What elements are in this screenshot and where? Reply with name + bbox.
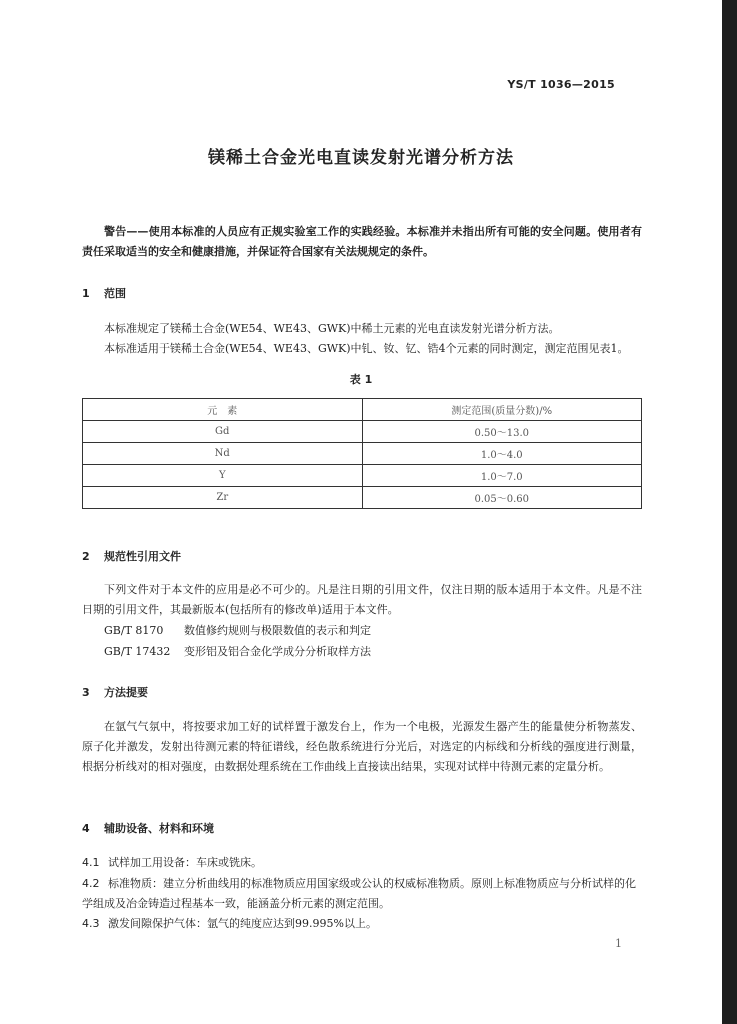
section-title: 范围 xyxy=(104,287,126,300)
normative-reference xyxy=(104,622,371,638)
section-title: 方法提要 xyxy=(104,686,148,699)
table-cell: 0.50～13.0 xyxy=(362,421,642,443)
clause-item xyxy=(82,914,642,934)
window-edge xyxy=(722,0,737,1024)
section-1-paragraph-1: 本标准规定了镁稀土合金(WE54、WE43、GWK)中稀土元素的光电直读发射光谱分析方法。 xyxy=(104,322,560,335)
table-header-cell: 元 素 xyxy=(83,399,363,421)
table-cell: 1.0～4.0 xyxy=(362,443,642,465)
clause-text: 试样加工用设备：车床或铣床。 xyxy=(108,856,262,869)
section-number: 4 xyxy=(82,822,90,835)
clause-item xyxy=(82,874,642,914)
clause-text: 标准物质：建立分析曲线用的标准物质应用国家级或公认的权威标准物质。原则上标准物质应与分析试样的化学组成及冶金铸造过程基本一致，能涵盖分析元素的测定范围。 xyxy=(82,877,636,910)
section-1-heading xyxy=(82,285,126,301)
normative-reference xyxy=(104,643,371,659)
clause-item xyxy=(82,853,642,873)
table-cell: 0.05～0.60 xyxy=(362,487,642,509)
clause-text: 激发间隙保护气体：氩气的纯度应达到99.995%以上。 xyxy=(108,917,377,930)
section-title: 规范性引用文件 xyxy=(104,550,181,563)
table-header-cell: 测定范围(质量分数)/% xyxy=(362,399,642,421)
reference-title: 数值修约规则与极限数值的表示和判定 xyxy=(184,624,371,637)
clause-number: 4.3 xyxy=(82,917,100,930)
clause-number: 4.1 xyxy=(82,856,100,869)
reference-code: GB/T 17432 xyxy=(104,645,171,658)
table-row xyxy=(83,465,642,487)
page-number: 1 xyxy=(615,937,622,950)
section-2-paragraph-1: 下列文件对于本文件的应用是必不可少的。凡是注日期的引用文件，仅注日期的版本适用于本文件。凡是不注日期的引用文件，其最新版本(包括所有的修改单)适用于本文件。 xyxy=(82,583,642,616)
table-header-row xyxy=(83,399,642,421)
section-4-heading xyxy=(82,820,214,836)
section-number: 2 xyxy=(82,550,90,563)
reference-code: GB/T 8170 xyxy=(104,624,164,637)
section-1-paragraph-2: 本标准适用于镁稀土合金(WE54、WE43、GWK)中钆、钕、钇、锆4个元素的同时测定，测定范围见表1。 xyxy=(104,342,629,355)
section-number: 3 xyxy=(82,686,90,699)
warning-paragraph: 警告——使用本标准的人员应有正规实验室工作的实践经验。本标准并未指出所有可能的安全问题。使用者有责任采取适当的安全和健康措施，并保证符合国家有关法规规定的条件。 xyxy=(82,225,642,258)
section-3-heading xyxy=(82,684,148,700)
table-row xyxy=(83,443,642,465)
table-cell: Zr xyxy=(83,487,363,509)
table-caption: 表 1 xyxy=(349,373,373,386)
table-cell: Gd xyxy=(83,421,363,443)
document-title: 镁稀土合金光电直读发射光谱分析方法 xyxy=(208,148,514,168)
table-row xyxy=(83,487,642,509)
section-number: 1 xyxy=(82,287,90,300)
table-row xyxy=(83,421,642,443)
standard-number: YS/T 1036—2015 xyxy=(507,78,615,91)
section-3-paragraph-1: 在氩气气氛中，将按要求加工好的试样置于激发台上，作为一个电极，光源发生器产生的能量使分析物蒸发、原子化并激发，发射出待测元素的特征谱线，经色散系统进行分光后，对选定的内标线和分析线的强度进行测量，根据分析线对的相对强度，由数据处理系统在工作曲线上直接读出结果，实现对试样中待测元素的定量分析。 xyxy=(82,720,642,773)
reference-title: 变形铝及铝合金化学成分分析取样方法 xyxy=(184,645,371,658)
section-2-heading xyxy=(82,548,181,564)
clause-number: 4.2 xyxy=(82,877,100,890)
table-cell: Y xyxy=(83,465,363,487)
measurement-range-table xyxy=(82,398,642,509)
table-cell: Nd xyxy=(83,443,363,465)
table-cell: 1.0～7.0 xyxy=(362,465,642,487)
section-title: 辅助设备、材料和环境 xyxy=(104,822,214,835)
